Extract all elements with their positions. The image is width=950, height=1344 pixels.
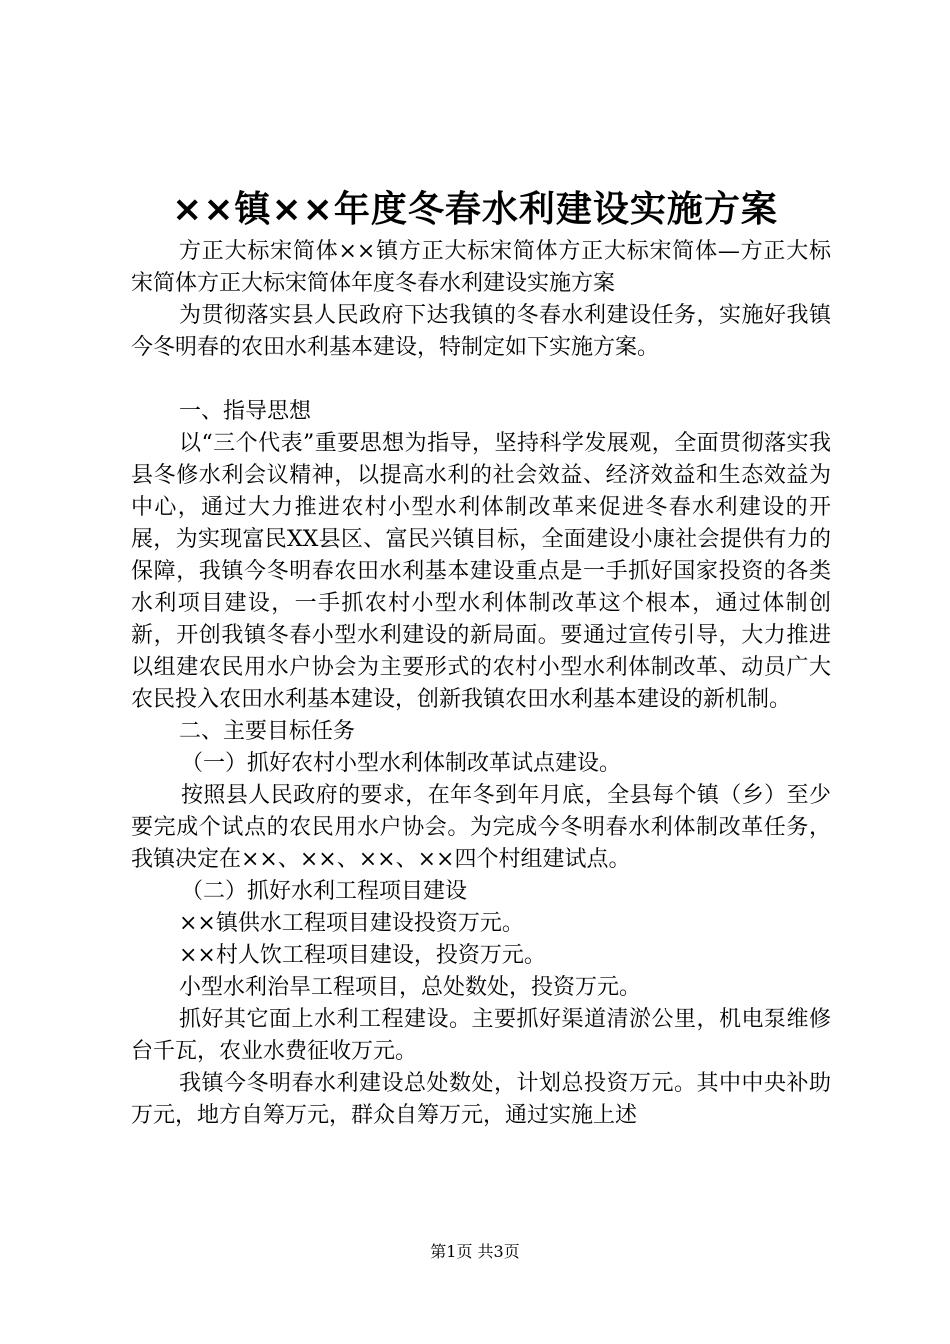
paragraph-drought-project: 小型水利治旱工程项目，总处数处，投资万元。 <box>179 975 642 1000</box>
paragraph-intro-title: 方正大标宋简体××镇方正大标宋简体方正大标宋简体—方正大标宋简体方正大标宋简体年度冬春水利建设实施方案 <box>131 239 831 296</box>
paragraph-other-projects: 抓好其它面上水利工程建设。主要抓好渠道清淤公里，机电泵维修台千瓦，农业水费征收万元。 <box>131 1007 831 1064</box>
paragraph-guiding-thought: 以“三个代表”重要思想为指导，坚持科学发展观，全面贯彻落实我县冬修水利会议精神，以提高水利的社会效益、经济效益和生态效益为中心，通过大力推进农村小型水利体制改革来促进冬春水利建设的开展，为实现富民XX县区、富民兴镇目标，全面建设小康社会提供有力的保障，我镇今冬明春农田水利基本建设重点是一手抓好国家投资的各类水利项目建设，一手抓农村小型水利体制改革这个根本，通过体制创新，开创我镇冬春小型水利建设的新局面。要通过宣传引导，大力推进以组建农民用水户协会为主要形式的农村小型水利体制改革、动员广大农民投入农田水利基本建设，创新我镇农田水利基本建设的新机制。 <box>131 431 831 712</box>
subsection-heading-reform-pilot: （一）抓好农村小型水利体制改革试点建设。 <box>181 751 622 776</box>
paragraph-reform-pilot: 按照县人民政府的要求，在年冬到年月底，全县每个镇（乡）至少要完成个试点的农民用水户协会。为完成今冬明春水利体制改革任务，我镇决定在××、××、××、××四个村组建试点。 <box>131 783 831 872</box>
paragraph-investment: 我镇今冬明春水利建设总处数处，计划总投资万元。其中中央补助万元，地方自筹万元，群众自筹万元，通过实施上述 <box>131 1071 831 1128</box>
document-body <box>131 236 831 1132</box>
page-footer: 第1页 共3页 <box>430 1242 520 1261</box>
subsection-heading-projects: （二）抓好水利工程项目建设 <box>181 879 468 904</box>
section-heading-guiding-thought: 一、指导思想 <box>179 399 312 424</box>
paragraph-spacer <box>131 364 831 396</box>
section-heading-main-tasks: 二、主要目标任务 <box>179 719 356 744</box>
paragraph-drinking-water-project: ××村人饮工程项目建设，投资万元。 <box>179 943 546 968</box>
document-title: ××镇××年度冬春水利建设实施方案 <box>172 189 778 230</box>
paragraph-intro: 为贯彻落实县人民政府下达我镇的冬春水利建设任务，实施好我镇今冬明春的农田水利基本建设，特制定如下实施方案。 <box>131 303 831 360</box>
paragraph-water-supply-project: ××镇供水工程项目建设投资万元。 <box>179 911 524 936</box>
